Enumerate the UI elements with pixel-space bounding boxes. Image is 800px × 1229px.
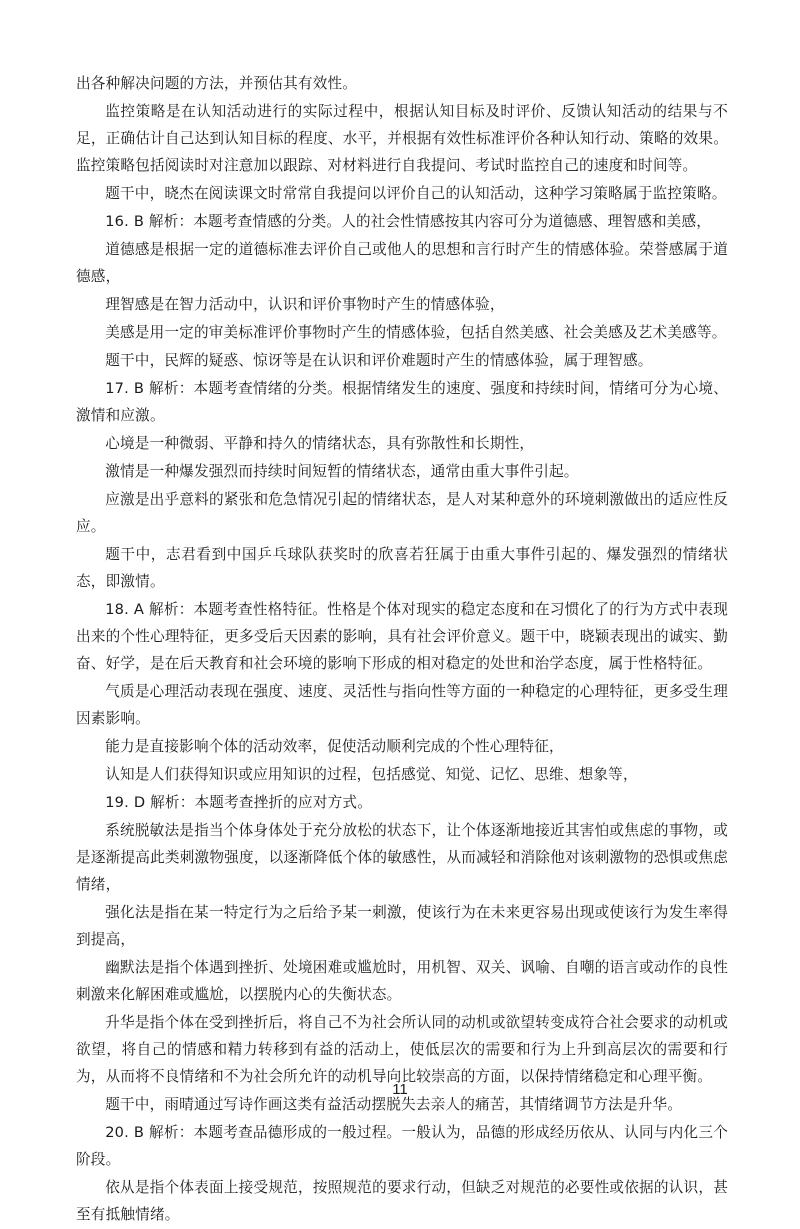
paragraph: 气质是心理活动表现在强度、速度、灵活性与指向性等方面的一种稳定的心理特征，更多受生理因素影响。 [76, 683, 728, 727]
answer-19-heading: 19. D 解析：本题考查挫折的应对方式。 [105, 794, 373, 811]
paragraph: 理智感是在智力活动中，认识和评价事物时产生的情感体验， [105, 296, 505, 313]
paragraph: 认知是人们获得知识或应用知识的过程，包括感觉、知觉、记忆、思维、想象等， [105, 766, 638, 783]
document-page [76, 70, 728, 1229]
paragraph: 道德感是根据一定的道德标准去评价自己或他人的思想和言行时产生的情感体验。荣誉感属于道德感， [76, 241, 728, 285]
paragraph: 激情是一种爆发强烈而持续时间短暂的情绪状态，通常由重大事件引起。 [105, 463, 579, 480]
answer-18-heading: 18. A 解析：本题考查性格特征。性格是个体对现实的稳定态度和在习惯化了的行为方式中表现出来的个性心理特征，更多受后天因素的影响，具有社会评价意义。题干中，晓颖表现出的诚实、勤奋、好学，是在后天教育和社会环境的影响下形成的相对稳定的处世和治学态度，属于性格特征。 [76, 601, 728, 672]
paragraph: 能力是直接影响个体的活动效率，促使活动顺利完成的个性心理特征， [105, 738, 564, 755]
page-number: 11 [392, 1081, 408, 1098]
paragraph: 监控策略是在认知活动进行的实际过程中，根据认知目标及时评价、反馈认知活动的结果与不足，正确估计自己达到认知目标的程度、水平，并根据有效性标准评价各种认知行动、策略的效果。监控策略包括阅读时对注意加以跟踪、对材料进行自我提问、考试时监控自己的速度和时间等。 [76, 103, 728, 174]
paragraph: 题干中，雨晴通过写诗作画这类有益活动摆脱失去亲人的痛苦，其情绪调节方法是升华。 [105, 1096, 683, 1113]
paragraph: 题干中，晓杰在阅读课文时常常自我提问以评价自己的认知活动，这种学习策略属于监控策略。 [105, 185, 727, 202]
paragraph: 升华是指个体在受到挫折后，将自己不为社会所认同的动机或欲望转变成符合社会要求的动机或欲望，将自己的情感和精力转移到有益的活动上，使低层次的需要和行为上升到高层次的需要和行为，从而将不良情绪和不为社会所允许的动机导向比较崇高的方面，以保持情绪稳定和心理平衡。 [76, 1014, 728, 1085]
paragraph: 出各种解决问题的方法，并预估其有效性。 [76, 75, 358, 92]
paragraph: 幽默法是指个体遇到挫折、处境困难或尴尬时，用机智、双关、讽喻、自嘲的语言或动作的良性刺激来化解困难或尴尬，以摆脱内心的失衡状态。 [76, 959, 728, 1003]
paragraph: 题干中，民辉的疑惑、惊讶等是在认识和评价难题时产生的情感体验，属于理智感。 [105, 352, 653, 369]
answer-17-heading: 17. B 解析：本题考查情绪的分类。根据情绪发生的速度、强度和持续时间，情绪可分为心境、激情和应激。 [76, 380, 728, 424]
answer-20-heading: 20. B 解析：本题考查品德形成的一般过程。一般认为，品德的形成经历依从、认同与内化三个阶段。 [76, 1124, 728, 1168]
paragraph: 强化法是指在某一特定行为之后给予某一刺激，使该行为在未来更容易出现或使该行为发生率得到提高， [76, 904, 728, 948]
paragraph: 美感是用一定的审美标准评价事物时产生的情感体验，包括自然美感、社会美感及艺术美感等。 [105, 324, 727, 341]
paragraph: 心境是一种微弱、平静和持久的情绪状态，具有弥散性和长期性， [105, 435, 535, 452]
paragraph: 依从是指个体表面上接受规范，按照规范的要求行动，但缺乏对规范的必要性或依据的认识，甚至有抵触情绪。 [76, 1179, 728, 1223]
answer-16-heading: 16. B 解析：本题考查情感的分类。人的社会性情感按其内容可分为道德感、理智感和美感， [105, 213, 712, 230]
paragraph: 题干中，志君看到中国乒乓球队获奖时的欣喜若狂属于由重大事件引起的、爆发强烈的情绪状态，即激情。 [76, 546, 728, 590]
paragraph: 系统脱敏法是指当个体身体处于充分放松的状态下，让个体逐渐地接近其害怕或焦虑的事物，或是逐渐提高此类刺激物强度，以逐渐降低个体的敏感性，从而减轻和消除他对该刺激物的恐惧或焦虑情绪， [76, 822, 728, 893]
paragraph: 应激是出乎意料的紧张和危急情况引起的情绪状态，是人对某种意外的环境刺激做出的适应性反应。 [76, 491, 728, 535]
